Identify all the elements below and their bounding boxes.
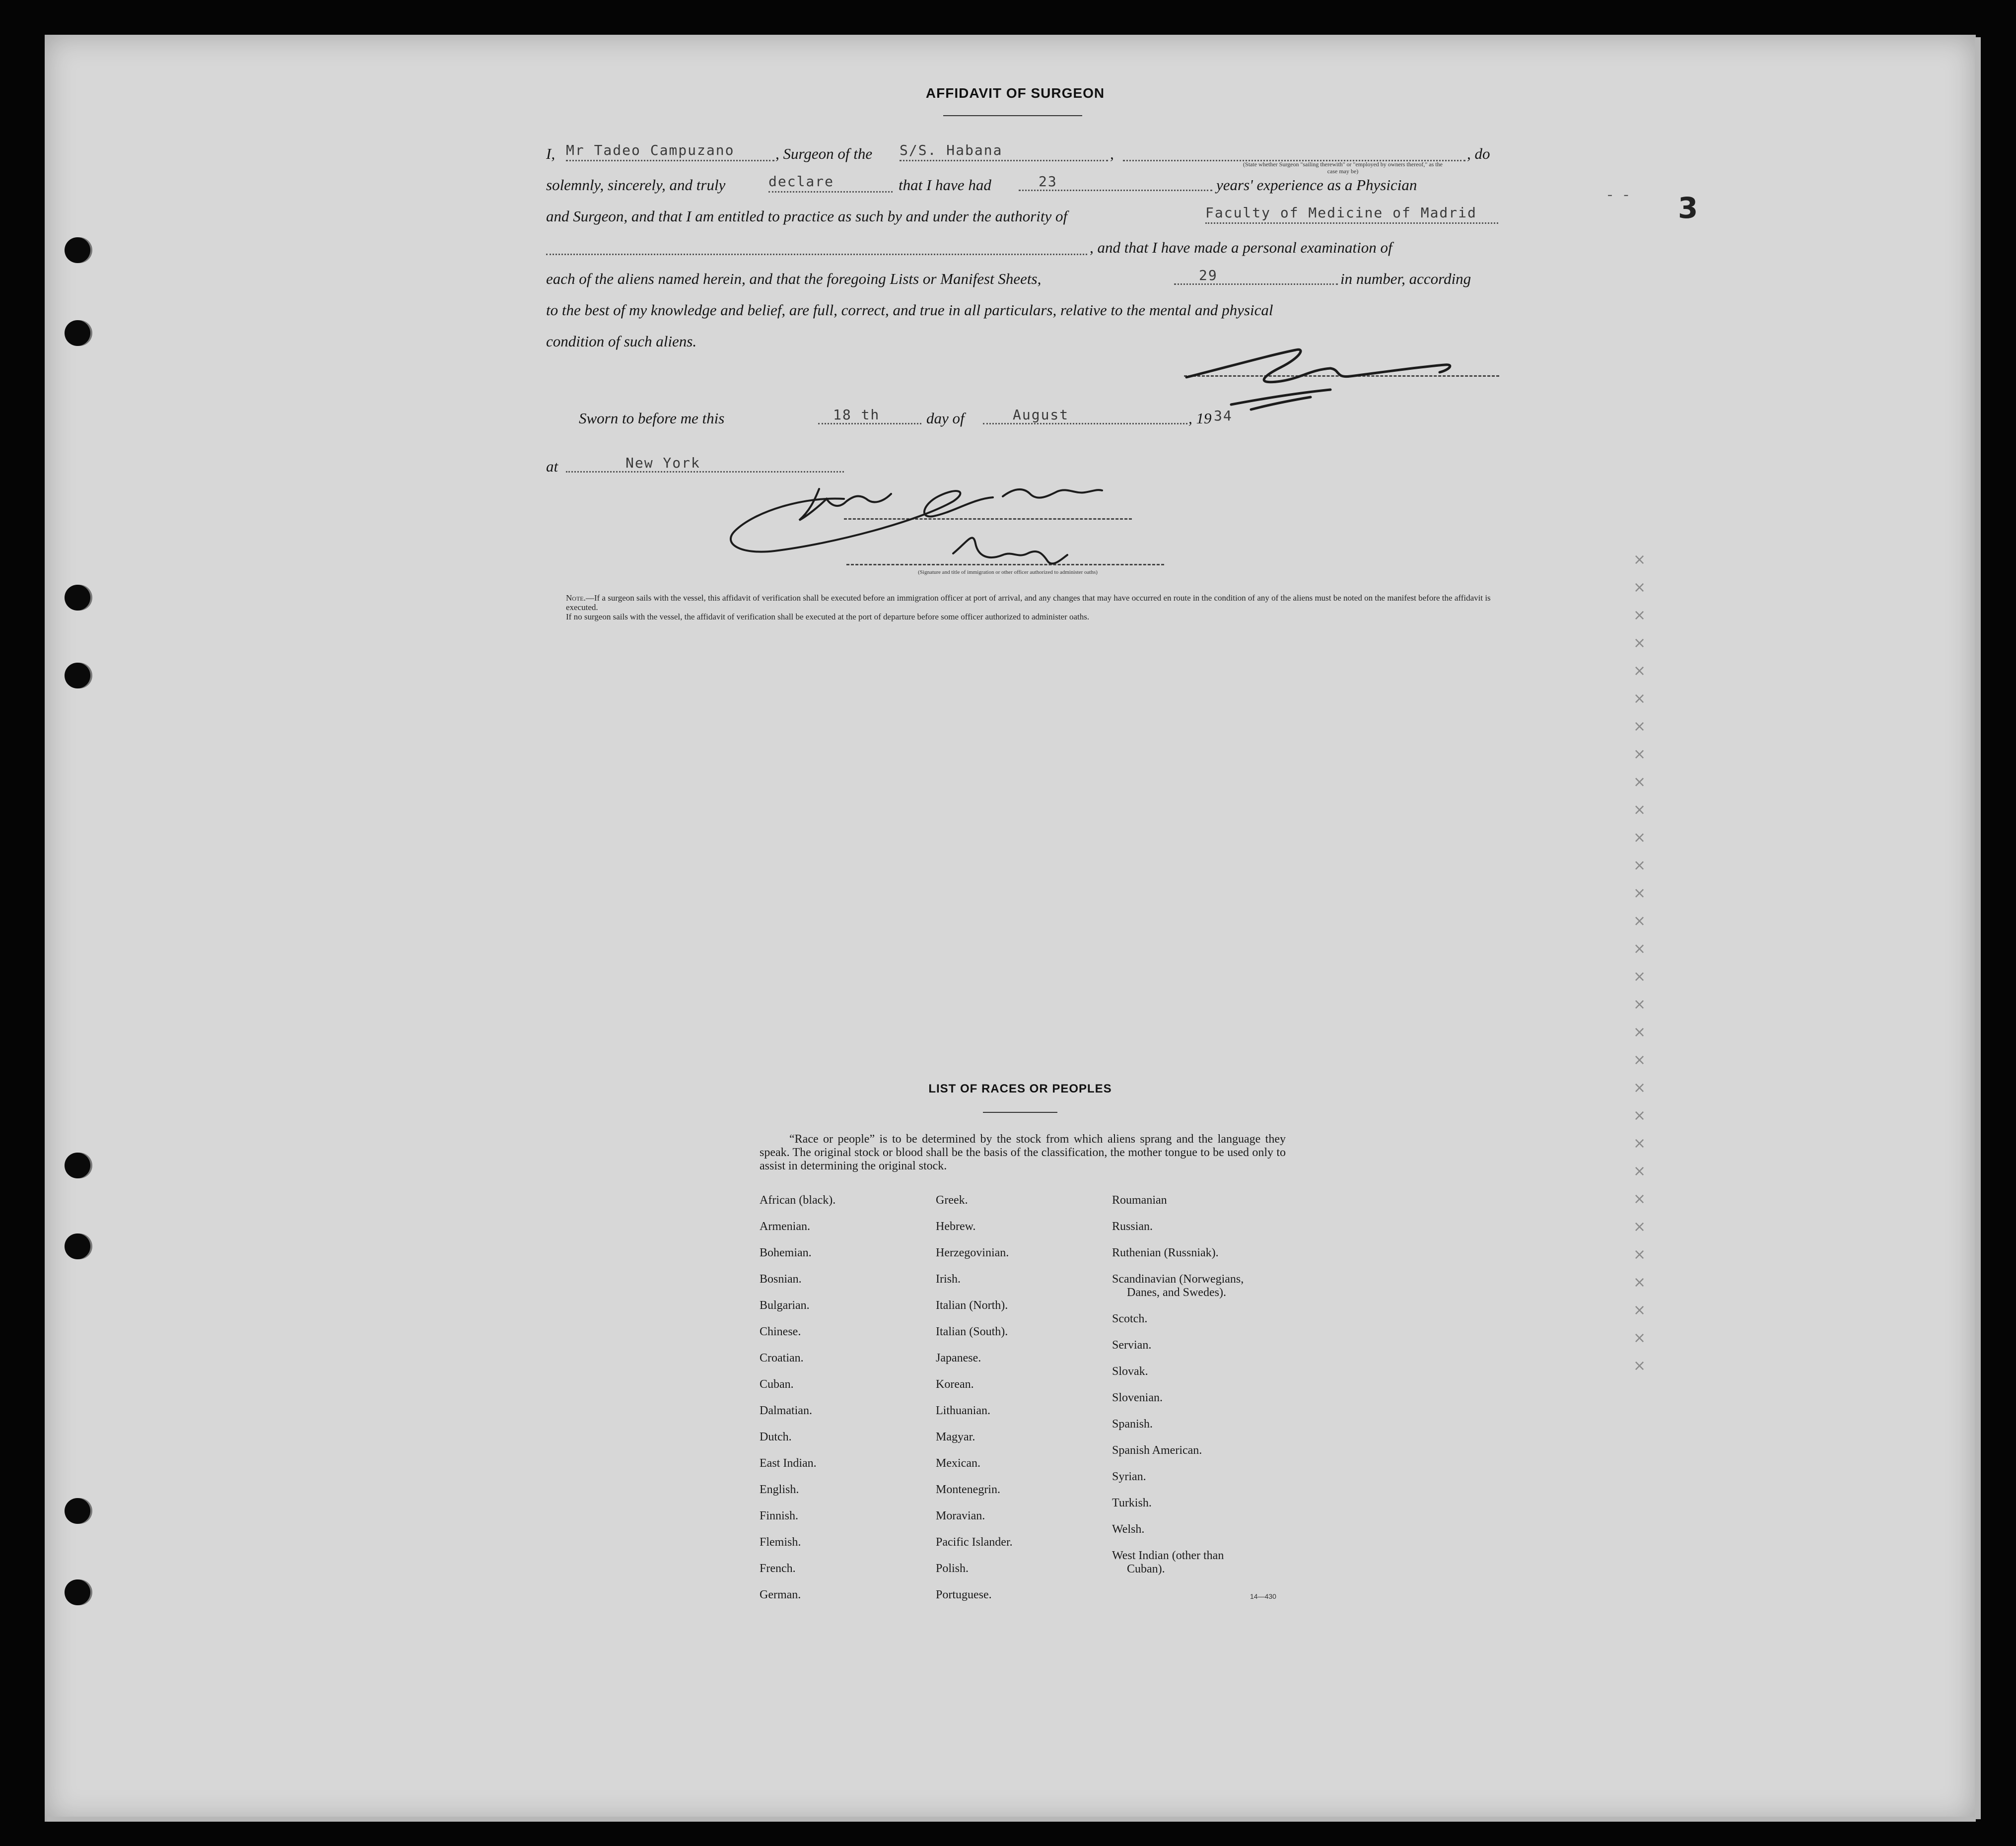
race-item: Greek. <box>936 1194 968 1207</box>
race-item: African (black). <box>760 1194 836 1207</box>
race-item: Slovenian. <box>1112 1391 1163 1404</box>
sworn-place-field: New York <box>566 455 844 473</box>
race-item: Syrian. <box>1112 1470 1146 1483</box>
race-item: Irish. <box>936 1273 961 1286</box>
surgeon-status-caption: (State whether Surgeon "sailing therewith" or "employed by owners thereof," as the case may be) <box>1243 161 1443 175</box>
race-item: Spanish American. <box>1112 1444 1202 1457</box>
race-item: Croatian. <box>760 1352 804 1365</box>
text: in number, according <box>1340 270 1471 287</box>
text: to the best of my knowledge and belief, are full, correct, and true in all particulars, relative to the mental and physical <box>546 301 1273 319</box>
race-item: Scotch. <box>1112 1312 1148 1325</box>
race-item: German. <box>760 1588 801 1601</box>
race-item: Spanish. <box>1112 1418 1153 1431</box>
years-field: 23 <box>1019 173 1212 191</box>
race-item: Pacific Islander. <box>936 1536 1013 1549</box>
declaration-field: declare <box>768 173 893 193</box>
race-item: Chinese. <box>760 1325 801 1338</box>
form-number: 14—430 <box>1250 1592 1276 1600</box>
text: that I have had <box>899 176 991 194</box>
race-item: Servian. <box>1112 1339 1152 1352</box>
binder-hole <box>65 1153 90 1178</box>
officer-caption: (Signature and title of immigration or other officer authorized to administer oaths) <box>918 569 1098 575</box>
surgeon-signature-line <box>1184 373 1499 377</box>
race-item: French. <box>760 1562 796 1575</box>
races-title: LIST OF RACES OR PEOPLES <box>928 1082 1112 1095</box>
text: , Surgeon of the <box>775 145 873 162</box>
officer-signature-line <box>844 516 1132 520</box>
binder-hole <box>65 320 90 346</box>
race-item: Mexican. <box>936 1457 980 1470</box>
race-item: Finnish. <box>760 1509 799 1522</box>
text: day of <box>926 410 965 427</box>
page-edge-right <box>1975 37 1981 1819</box>
affidavit-note <box>566 593 1499 621</box>
text: I, <box>546 145 556 162</box>
ship-name-field: S/S. Habana <box>900 142 1108 161</box>
race-item: Magyar. <box>936 1431 975 1443</box>
text: , 19 <box>1188 410 1212 427</box>
race-item: Slovak. <box>1112 1365 1148 1378</box>
note-text-1: —If a surgeon sails with the vessel, this affidavit of verification shall be executed before an immigration officer at port of arrival, and any changes that may have occurred en route in the condition of any of the aliens must be noted on the manifest before the affidavit is executed. <box>566 593 1491 612</box>
text: condition of such aliens. <box>546 333 697 350</box>
authority-field-continued <box>546 236 1087 255</box>
margin-marks: × × × × × × × × × × × × × × × × × × × × × × × × × × × × × × <box>1633 551 1646 1374</box>
text: at <box>546 458 558 475</box>
page-number: 3 <box>1678 191 1698 225</box>
sworn-day-field: 18 th <box>818 407 921 424</box>
sworn-year-field: 34 <box>1214 408 1233 424</box>
title-rule <box>943 115 1082 116</box>
race-item: Cuban. <box>760 1378 794 1391</box>
race-item: Polish. <box>936 1562 969 1575</box>
race-item: Dutch. <box>760 1431 792 1443</box>
race-item: English. <box>760 1483 799 1496</box>
authority-field: Faculty of Medicine of Madrid <box>1205 205 1498 224</box>
race-item: Hebrew. <box>936 1220 976 1233</box>
binder-hole <box>65 237 90 263</box>
surgeon-name-field: Mr Tadeo Campuzano <box>566 142 774 161</box>
binder-hole <box>65 663 90 688</box>
race-item: Flemish. <box>760 1536 801 1549</box>
race-item: Japanese. <box>936 1352 981 1365</box>
race-item: Danes, and Swedes). <box>1127 1286 1226 1299</box>
race-item: Russian. <box>1112 1220 1153 1233</box>
text: years' experience as a Physician <box>1216 176 1417 194</box>
page-edge-bottom <box>47 1817 1976 1822</box>
race-item: Armenian. <box>760 1220 810 1233</box>
race-item: Dalmatian. <box>760 1404 812 1417</box>
race-item: Ruthenian (Russniak). <box>1112 1246 1219 1259</box>
race-item: Italian (South). <box>936 1325 1008 1338</box>
race-item: Portuguese. <box>936 1588 992 1601</box>
race-item: Korean. <box>936 1378 974 1391</box>
surgeon-status-field <box>1123 142 1465 161</box>
text: solemnly, sincerely, and truly <box>546 176 726 194</box>
race-item: Welsh. <box>1112 1523 1145 1536</box>
text: each of the aliens named herein, and that the foregoing Lists or Manifest Sheets, <box>546 270 1042 287</box>
race-item: Turkish. <box>1112 1497 1152 1509</box>
note-text-2: If no surgeon sails with the vessel, the affidavit of verification shall be executed at the port of departure before some officer authorized to administer oaths. <box>566 612 1090 621</box>
race-item: Cuban). <box>1127 1563 1165 1575</box>
text: , do <box>1467 145 1490 162</box>
officer-title-line <box>846 562 1164 565</box>
race-item: Herzegovinian. <box>936 1246 1009 1259</box>
races-title-rule <box>983 1112 1057 1113</box>
affidavit-title: AFFIDAVIT OF SURGEON <box>925 85 1105 101</box>
pencil-mark: ‑ ‑ <box>1607 186 1629 203</box>
race-item: Bohemian. <box>760 1246 812 1259</box>
note-lead: Note. <box>566 593 586 603</box>
binder-hole <box>65 1498 90 1524</box>
race-item: Scandinavian (Norwegians, <box>1112 1273 1244 1286</box>
sworn-month-field: August <box>983 407 1187 424</box>
race-item: Moravian. <box>936 1509 985 1522</box>
races-intro: “Race or people” is to be determined by the stock from which aliens sprang and the language they speak. The original stock or blood shall be the basis of the classification, the mother tongue to be used only to assist in determining the original stock. <box>760 1133 1286 1172</box>
binder-hole <box>65 585 90 611</box>
race-item: Bulgarian. <box>760 1299 810 1312</box>
race-item: Italian (North). <box>936 1299 1008 1312</box>
text: , and that I have made a personal examination of <box>1090 239 1392 256</box>
race-item: Roumanian <box>1112 1194 1167 1207</box>
text: , <box>1110 145 1114 162</box>
race-item: West Indian (other than <box>1112 1549 1224 1562</box>
race-item: Montenegrin. <box>936 1483 1000 1496</box>
binder-hole <box>65 1233 90 1259</box>
text: Sworn to before me this <box>579 410 725 427</box>
sheets-field: 29 <box>1174 267 1338 285</box>
race-item: Bosnian. <box>760 1273 802 1286</box>
race-item: East Indian. <box>760 1457 817 1470</box>
race-item: Lithuanian. <box>936 1404 990 1417</box>
binder-hole <box>65 1579 90 1605</box>
text: and Surgeon, and that I am entitled to practice as such by and under the authority of <box>546 207 1068 225</box>
